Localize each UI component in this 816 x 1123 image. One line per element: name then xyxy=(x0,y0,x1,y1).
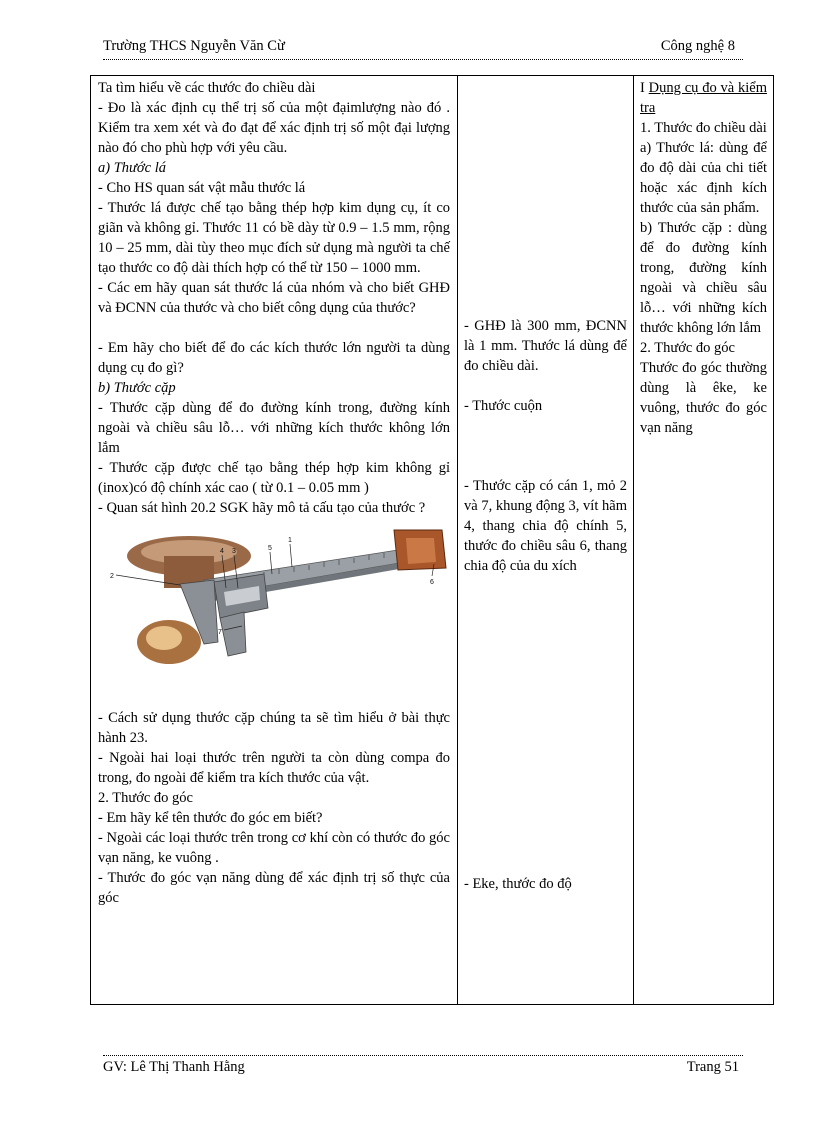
figure-label-1: 1 xyxy=(288,537,292,544)
caliper-text-2: - Thước cặp được chế tạo bằng thép hợp kim không gỉ (inox)có độ chính xác cao ( từ 0.1 – 0.05 mm ) xyxy=(98,460,450,496)
caliper-text-1: - Thước cặp dùng để đo đường kính trong, đường kính ngoài và chiều sâu lỗ… với những kích thước không lớn lắm xyxy=(98,400,450,456)
student-activity-column xyxy=(458,76,634,1004)
page-footer xyxy=(103,1055,743,1079)
content-column xyxy=(634,76,773,1004)
figure-label-2: 2 xyxy=(110,573,114,580)
ruler-question: - Các em hãy quan sát thước lá của nhóm và cho biết GHĐ và ĐCNN của thước và cho biết công dụng của thước? xyxy=(98,280,450,316)
angle-question: - Em hãy kể tên thước đo góc em biết? xyxy=(98,810,323,826)
answer-ruler: - GHĐ là 300 mm, ĐCNN là 1 mm. Thước lá dùng để đo chiều dài. xyxy=(464,318,627,374)
page-number: Trang 51 xyxy=(686,1059,739,1075)
intro-text: Ta tìm hiểu về các thước đo chiều dài xyxy=(98,80,316,96)
angle-summary: Thước đo góc thường dùng là êke, ke vuông, thước đo góc vạn năng xyxy=(640,360,767,436)
ruler-text-1: - Cho HS quan sát vật mẫu thước lá xyxy=(98,180,306,196)
figure-label-6: 6 xyxy=(430,579,434,586)
ruler-heading: a) Thước lá xyxy=(98,160,167,176)
answer-caliper: - Thước cặp có cán 1, mỏ 2 và 7, khung động 3, vít hãm 4, thang chia độ chính 5, thước đo chiều sâu 6, thang chia độ của du xích xyxy=(464,478,627,574)
caliper-usage-text: - Cách sử dụng thước cặp chúng ta sẽ tìm hiểu ở bài thực hành 23. xyxy=(98,710,450,746)
figure-label-5: 5 xyxy=(268,545,272,552)
caliper-figure xyxy=(94,522,450,672)
subject-name: Công nghệ 8 xyxy=(660,38,735,54)
length-heading: 1. Thước đo chiều dài xyxy=(640,120,767,136)
figure-label-3: 3 xyxy=(232,548,236,555)
answer-tape: - Thước cuộn xyxy=(464,398,543,414)
page-header xyxy=(103,36,743,60)
definition-text: - Đo là xác định cụ thể trị số của một đạimlượng nào đó . Kiểm tra xem xét và đo đạt để xác định trị số một đại lượng nào đó cho phù hợp với yêu cầu. xyxy=(98,100,450,156)
compass-text: - Ngoài hai loại thước trên người ta còn dùng compa đo trong, đo ngoài để kiểm tra kích thước của vật. xyxy=(98,750,450,786)
angle-heading: 2. Thước đo góc xyxy=(98,790,193,806)
angle-text-2: - Thước đo góc vạn năng dùng để xác định trị số thực của góc xyxy=(98,870,450,906)
caliper-summary: b) Thước cặp : dùng để đo đường kính trong, đường kính ngoài và chiều sâu lỗ… với những kích thước không lớn lắm xyxy=(640,220,767,336)
angle-summary-heading: 2. Thước đo góc xyxy=(640,340,735,356)
answer-angle: - Eke, thước đo độ xyxy=(464,876,572,892)
caliper-illustration xyxy=(94,522,450,672)
ruler-text-2: - Thước lá được chế tạo bằng thép hợp kim dụng cụ, ít co giãn và không gỉ. Thước 11 có bề dày từ 0.9 – 1.5 mm, rộng 10 – 25 mm, dài tùy theo mục đích sử dụng mà người ta chế tạo thước co độ dài thích hợp có thể từ 150 – 1000 mm. xyxy=(98,200,450,276)
caliper-question: - Quan sát hình 20.2 SGK hãy mô tả cấu tạo của thước ? xyxy=(98,500,426,516)
school-name: Trường THCS Nguyễn Văn Cừ xyxy=(103,38,285,54)
large-measure-question: - Em hãy cho biết để đo các kích thước lớn người ta dùng dụng cụ đo gì? xyxy=(98,340,450,376)
ruler-summary: a) Thước lá: dùng để đo độ dài của chi tiết hoặc xác định kích thước của sản phẩm. xyxy=(640,140,767,216)
figure-label-7: 7 xyxy=(218,629,222,636)
section-title: I Dụng cụ đo và kiểm tra xyxy=(640,80,767,116)
lesson-table xyxy=(90,75,774,1005)
figure-label-4: 4 xyxy=(220,548,224,555)
teacher-activity-column xyxy=(91,76,458,1004)
angle-text-1: - Ngoài các loại thước trên trong cơ khí còn có thước đo góc vạn năng, ke vuông . xyxy=(98,830,450,866)
teacher-name: GV: Lê Thị Thanh Hằng xyxy=(103,1059,245,1075)
caliper-heading: b) Thước cặp xyxy=(98,380,176,396)
